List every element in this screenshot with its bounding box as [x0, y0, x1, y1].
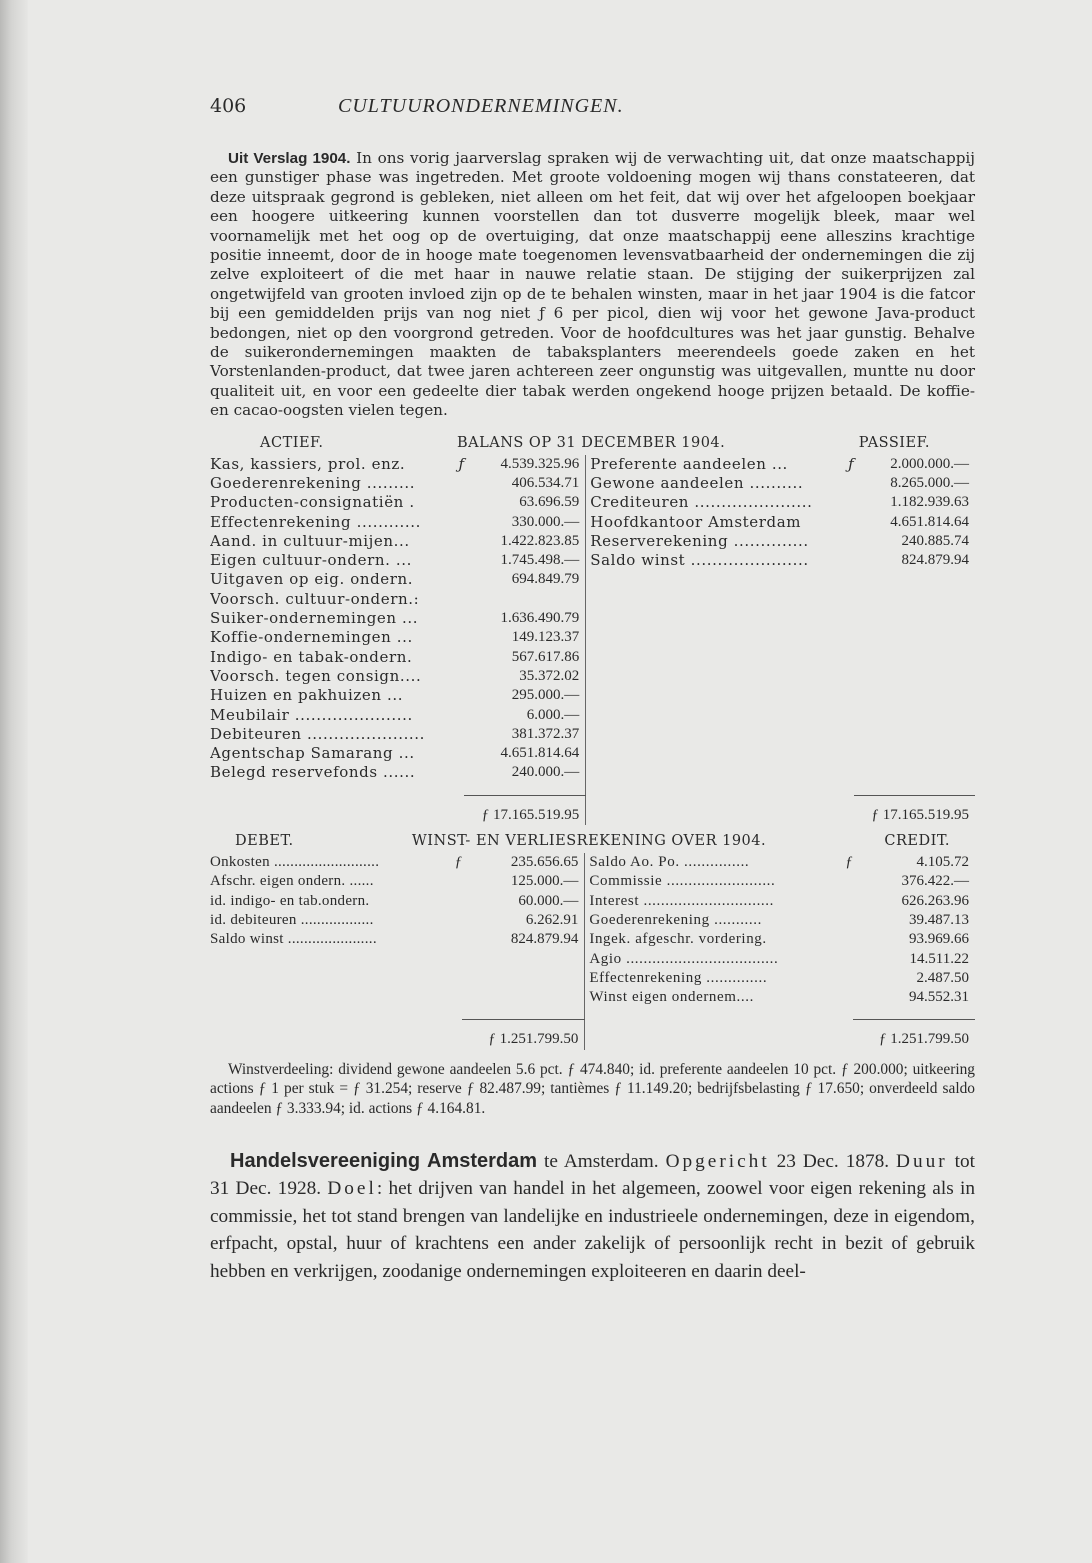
ledger-row [210, 513, 975, 532]
left-currency [445, 911, 462, 930]
right-label: Gewone aandeelen .......... [586, 474, 839, 493]
ledger-row [210, 706, 975, 725]
right-amount: 626.263.96 [901, 892, 969, 909]
left-amount: 235.656.65 [510, 854, 579, 871]
right-label [586, 609, 839, 628]
left-currency [449, 686, 464, 705]
right-label [586, 763, 839, 782]
right-label [586, 744, 839, 763]
left-label: Kas, kassiers, prol. enz. [210, 454, 406, 473]
left-amount: 35.372.02 [519, 667, 580, 684]
pl-table [210, 853, 975, 1050]
right-amount: 240.885.74 [901, 532, 969, 549]
left-currency [449, 706, 464, 725]
left-currency [449, 532, 464, 551]
right-label: Preferente aandeelen ... [586, 455, 839, 474]
right-label: Crediteuren ...................... [586, 493, 839, 512]
left-label: Voorsch. tegen consign.... [210, 666, 422, 685]
sum-rule [462, 1007, 585, 1020]
right-label: Winst eigen ondernem.... [585, 988, 836, 1007]
left-label: Huizen en pakhuizen ... [210, 686, 404, 705]
right-label [586, 648, 839, 667]
right-label: Hoofdkantoor Amsterdam [586, 513, 839, 532]
right-label [586, 570, 839, 589]
right-label [586, 590, 839, 609]
ledger-row [210, 853, 975, 872]
right-amount [854, 686, 975, 705]
left-currency [449, 667, 464, 686]
left-amount [462, 969, 585, 988]
right-currency [838, 532, 853, 551]
right-amount [854, 744, 975, 763]
right-amount: 2.000.000.— [890, 455, 969, 472]
right-currency [838, 648, 853, 667]
ledger-row [210, 493, 975, 512]
right-label: Agio ................................... [585, 950, 836, 969]
ledger-row [210, 969, 975, 988]
entry-text: te Amsterdam. [537, 1150, 666, 1172]
left-label: id. indigo- en tab.ondern. [210, 892, 370, 909]
left-currency [445, 988, 462, 1007]
right-amount: 376.422.— [901, 873, 969, 890]
report-paragraph [210, 149, 975, 421]
ledger-row [210, 686, 975, 705]
right-amount [854, 570, 975, 589]
page-number: 406 [210, 95, 247, 117]
company-entry [210, 1148, 975, 1285]
right-amount: 39.487.13 [909, 911, 969, 928]
ledger-row [210, 474, 975, 493]
ledger-row [210, 950, 975, 969]
right-amount: 824.879.94 [901, 552, 969, 569]
right-total: ƒ 17.165.519.95 [871, 806, 969, 823]
right-amount: 2.487.50 [916, 969, 969, 986]
left-amount [462, 988, 585, 1007]
pl-title: WINST- EN VERLIESREKENING OVER 1904. [411, 833, 767, 850]
left-currency [445, 930, 462, 949]
right-label: Ingek. afgeschr. vordering. [585, 930, 836, 949]
total-row [210, 795, 975, 825]
right-currency [838, 609, 853, 628]
entry-label-founded: Opgericht [665, 1150, 770, 1172]
ledger-row [210, 892, 975, 911]
right-currency [838, 570, 853, 589]
right-label: Saldo Ao. Po. ............... [585, 853, 836, 872]
balance-title: BALANS OP 31 DECEMBER 1904. [456, 434, 726, 451]
right-total: ƒ 1.251.799.50 [879, 1031, 969, 1048]
left-currency [449, 628, 464, 647]
right-currency [836, 969, 853, 988]
left-label: Indigo- en tabak-ondern. [210, 647, 413, 666]
right-amount [854, 725, 975, 744]
entry-label-duration: Duur [896, 1150, 948, 1172]
ledger-row [210, 911, 975, 930]
right-amount [854, 590, 975, 609]
right-amount [854, 609, 975, 628]
pl-caption [210, 833, 975, 853]
right-currency [836, 911, 853, 930]
right-amount: 4.105.72 [916, 854, 969, 871]
left-currency [449, 493, 464, 512]
left-amount: 125.000.— [510, 873, 579, 890]
left-label: id. debiteuren .................. [210, 911, 374, 928]
right-amount: 8.265.000.— [890, 474, 969, 491]
right-currency [838, 686, 853, 705]
entry-label-purpose: Doel [327, 1178, 377, 1200]
right-currency: ƒ [848, 454, 854, 473]
left-label: Agentschap Samarang ... [210, 744, 415, 763]
left-amount: 1.636.490.79 [500, 610, 580, 627]
left-amount: 330.000.— [511, 513, 580, 530]
running-title: CULTUURONDERNEMINGEN. [338, 95, 624, 117]
debet-heading: DEBET. [235, 833, 294, 850]
ledger-row [210, 763, 975, 782]
book-spine-shadow [0, 0, 28, 1563]
left-amount: 4.539.325.96 [500, 455, 580, 472]
left-total: ƒ 1.251.799.50 [488, 1031, 579, 1048]
left-amount: 406.534.71 [511, 474, 580, 491]
book-page [210, 95, 975, 1285]
left-label: Eigen cultuur-ondern. ... [210, 551, 412, 570]
entry-text: tot 31 Dec. 1928. [210, 1150, 975, 1200]
left-currency [449, 474, 464, 493]
left-label: Saldo winst ...................... [210, 931, 377, 948]
left-amount: 694.849.79 [511, 571, 580, 588]
right-amount [854, 667, 975, 686]
actief-heading: ACTIEF. [260, 434, 324, 451]
left-label: Producten-consignatiën . [210, 493, 415, 512]
entry-text: 23 Dec. 1878. [769, 1150, 897, 1172]
left-amount: 6.000.— [526, 706, 580, 723]
right-currency [838, 628, 853, 647]
left-label [210, 950, 445, 969]
passief-heading: PASSIEF. [858, 434, 930, 451]
credit-heading: CREDIT. [884, 833, 950, 850]
profit-distribution: Winstverdeeling: dividend gewone aandeelen 5.6 pct. ƒ 474.840; id. preferente aandeelen 10 pct. ƒ 200.000; uitkeering actions ƒ 1 per stuk = ƒ 31.254; reserve ƒ 82.487.99; tantièmes ƒ 11.149.20; bedrijfsbelasting ƒ 17.650; onverdeeld saldo aandeelen ƒ 3.333.94; id. actions ƒ 4.164.81. [210, 1060, 975, 1117]
left-amount: 824.879.94 [510, 931, 579, 948]
right-label [586, 706, 839, 725]
left-label: Afschr. eigen ondern. ...... [210, 873, 374, 890]
right-currency: ƒ [845, 854, 853, 871]
left-currency [449, 763, 464, 782]
left-amount: 295.000.— [511, 687, 580, 704]
left-currency: ƒ [458, 454, 465, 473]
ledger-row [210, 532, 975, 551]
left-amount: 240.000.— [511, 764, 580, 781]
left-amount: 63.696.59 [519, 494, 580, 511]
left-amount: 381.372.37 [511, 725, 580, 742]
ledger-row [210, 609, 975, 628]
right-currency [838, 725, 853, 744]
right-currency [836, 930, 853, 949]
sum-rule [464, 783, 586, 796]
sum-rule [853, 1007, 975, 1020]
left-currency [445, 950, 462, 969]
ledger-row [210, 648, 975, 667]
left-currency [449, 725, 464, 744]
left-label: Onkosten .......................... [210, 854, 380, 871]
page-header [210, 95, 975, 135]
right-label [586, 667, 839, 686]
right-label: Saldo winst ...................... [586, 551, 839, 570]
left-label: Aand. in cultuur-mijen... [210, 531, 410, 550]
left-label: Goederenrekening ......... [210, 473, 416, 492]
right-currency [838, 513, 853, 532]
right-currency [836, 950, 853, 969]
left-amount: 6.262.91 [525, 911, 579, 928]
right-label [586, 628, 839, 647]
right-amount [854, 706, 975, 725]
left-label: Koffie-ondernemingen ... [210, 628, 413, 647]
right-amount [854, 628, 975, 647]
right-label: Commissie ......................... [585, 872, 836, 891]
left-label: Voorsch. cultuur-ondern.: [210, 589, 420, 608]
left-currency: ƒ [454, 854, 463, 871]
ledger-row [210, 667, 975, 686]
left-amount: 4.651.814.64 [500, 745, 580, 762]
right-label: Goederenrekening ........... [585, 911, 836, 930]
left-amount: 149.123.37 [511, 629, 580, 646]
total-row [210, 1020, 975, 1050]
left-label [210, 988, 445, 1007]
right-label: Reserverekening .............. [586, 532, 839, 551]
left-amount: 1.745.498.— [500, 552, 580, 569]
left-currency [449, 551, 464, 570]
right-amount [854, 648, 975, 667]
total-rule-row [210, 783, 975, 796]
ledger-row [210, 551, 975, 570]
right-label [586, 686, 839, 705]
ledger-row [210, 725, 975, 744]
ledger-row [210, 930, 975, 949]
left-label: Uitgaven op eig. ondern. [210, 570, 414, 589]
right-amount: 94.552.31 [909, 989, 969, 1006]
left-currency [445, 872, 462, 891]
right-amount [854, 763, 975, 782]
left-label: Meubilair ...................... [210, 705, 413, 724]
right-currency [838, 763, 853, 782]
entry-text: : het drijven van handel in het algemeen, zoowel voor eigen rekening als in commissie, het tot stand brengen van landelijke en industrieele ondernemingen, deze in eigendom, erfpacht, opstal, huur of krachtens een ander zakelijk of persoonlijk recht in bezit of gebruik hebben en verkrijgen, zoodanige ondernemingen exploiteeren en daarin deel- [210, 1178, 975, 1282]
sum-rule [854, 783, 975, 796]
right-currency [838, 551, 853, 570]
right-currency [836, 892, 853, 911]
company-name: Handelsvereeniging Amsterdam [230, 1149, 538, 1172]
left-label: Effectenrekening ............ [210, 512, 422, 531]
right-amount: 1.182.939.63 [890, 494, 969, 511]
left-label: Debiteuren ...................... [210, 724, 426, 743]
balance-caption [210, 435, 975, 455]
left-amount: 1.422.823.85 [500, 532, 580, 549]
balance-table [210, 455, 975, 825]
ledger-row [210, 628, 975, 647]
right-label: Interest .............................. [585, 892, 836, 911]
ledger-row [210, 570, 975, 589]
left-label: Belegd reservefonds ...... [210, 763, 416, 782]
right-amount: 4.651.814.64 [890, 513, 969, 530]
total-rule-row [210, 1007, 975, 1020]
left-currency [449, 744, 464, 763]
left-currency [449, 609, 464, 628]
left-label [210, 969, 445, 988]
left-currency [449, 513, 464, 532]
ledger-row [210, 744, 975, 763]
left-currency [445, 969, 462, 988]
right-amount: 93.969.66 [909, 931, 969, 948]
right-currency [838, 706, 853, 725]
report-lead: Uit Verslag 1904. [228, 150, 351, 167]
right-currency [838, 667, 853, 686]
ledger-row [210, 590, 975, 609]
right-label [586, 725, 839, 744]
right-amount: 14.511.22 [909, 950, 969, 967]
right-currency [836, 872, 853, 891]
left-amount [464, 590, 586, 609]
report-text: In ons vorig jaarverslag spraken wij de verwachting uit, dat onze maatschappij een gunstiger phase was ingetreden. Met groote voldoening mogen wij thans constateeren, dat deze uitspraak gegrond is gebleken, niet alleen om het feit, dat wij over het afgeloopen boekjaar een hoogere uitkeering kunnen voorstellen dan tot dusverre mogelijk bleek, maar wel voornamelijk met het oog op de overtuiging, dat onze maatschappij eene alleszins krachtige positie inneemt, door de in hooge mate toegenomen levensvatbaarheid der ondernemingen die zij zelve exploiteert of die met haar in nauwe relatie staan. De stijging der suikerprijzen zal ongetwijfeld van grooten invloed zijn op de te behalen winsten, maar in het jaar 1904 is die fatcor bij een gemiddelden prijs van nog niet ƒ 6 per picol, dien wij voor het gewone Java-product bedongen, niet op den voorgrond getreden. Voor de hoofdcultures was het jaar gunstig. Behalve de suikerondernemingen maakten de tabaksplanters meerendeels goede zaken en het Vorstenlanden-product, dat twee jaren achtereen zeer ongunstig was uitgevallen, muntte nu door qualiteit uit, en voor een gedeelte dier tabak werden ongekend hooge prijzen betaald. De koffie- en cacao-oogsten vielen tegen. [210, 149, 976, 420]
left-total: ƒ 17.165.519.95 [481, 806, 580, 823]
right-currency [838, 744, 853, 763]
left-label: Suiker-ondernemingen ... [210, 609, 419, 628]
ledger-row [210, 455, 975, 474]
ledger-row [210, 872, 975, 891]
left-currency [445, 892, 462, 911]
right-currency [838, 590, 853, 609]
left-amount [462, 950, 585, 969]
left-amount: 60.000.— [518, 892, 579, 909]
right-currency [838, 493, 853, 512]
right-label: Effectenrekening .............. [585, 969, 836, 988]
left-currency [449, 590, 464, 609]
left-amount: 567.617.86 [511, 648, 580, 665]
right-currency [838, 474, 853, 493]
left-currency [449, 570, 464, 589]
left-currency [449, 648, 464, 667]
ledger-row [210, 988, 975, 1007]
right-currency [836, 988, 853, 1007]
